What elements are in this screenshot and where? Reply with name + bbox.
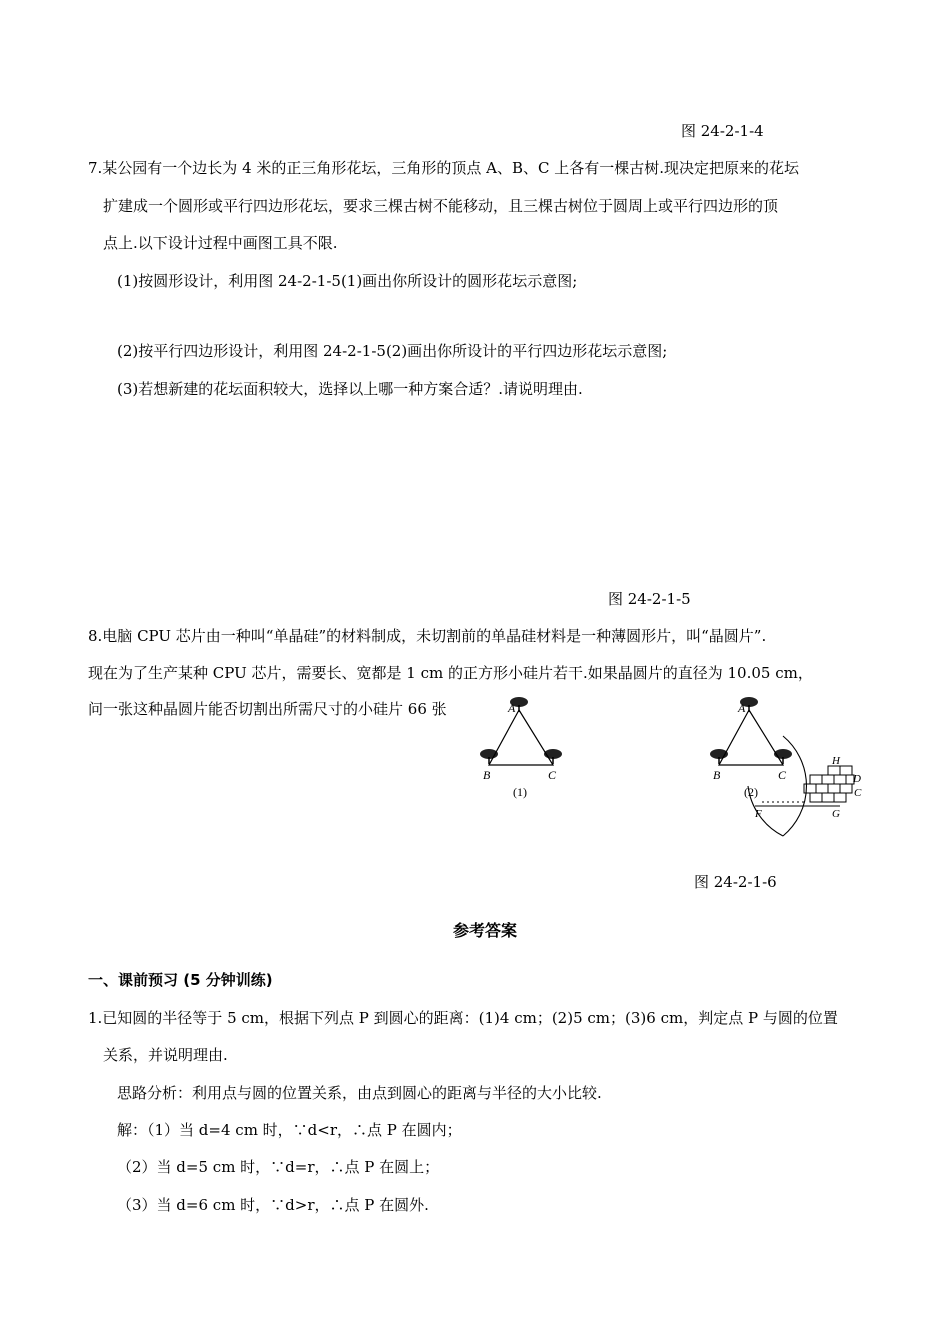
question-7-line-3: 点上.以下设计过程中画图工具不限.	[103, 234, 338, 252]
chip-grid	[804, 766, 854, 802]
figure-triangle-1	[470, 688, 580, 803]
question-8-line-3: 问一张这种晶圆片能否切割出所需尺寸的小硅片 66 张	[88, 700, 447, 718]
answer-analysis: 思路分析：利用点与圆的位置关系，由点到圆心的距离与半径的大小比较.	[117, 1084, 602, 1102]
tree-icon	[480, 749, 498, 764]
vertex-label-b: B	[483, 768, 491, 782]
question-8-line-1: 8.电脑 CPU 芯片由一种叫“单晶硅”的材料制成，未切割前的单晶硅材料是一种薄圆形片，叫“晶圆片”.	[88, 627, 767, 645]
subfigure-label-2: (2)	[744, 785, 758, 799]
figure-caption-24-2-1-6: 图 24-2-1-6	[694, 873, 777, 891]
point-label-g: G	[832, 808, 840, 820]
point-label-h: H	[832, 755, 840, 767]
figure-caption-24-2-1-4: 图 24-2-1-4	[681, 122, 764, 140]
question-7-part-1: (1)按圆形设计，利用图 24-2-1-5(1)画出你所设计的圆形花坛示意图;	[117, 272, 578, 290]
question-7-part-3: (3)若想新建的花坛面积较大，选择以上哪一种方案合适？.请说明理由.	[117, 380, 583, 398]
solution-step-1: 解：（1）当 d=4 cm 时，∵d<r，∴点 P 在圆内；	[117, 1121, 462, 1139]
point-label-d: D	[853, 773, 861, 785]
question-7-line-1: 7.某公园有一个边长为 4 米的正三角形花坛，三角形的顶点 A、B、C 上各有一棵古树.现决定把原来的花坛	[88, 159, 800, 177]
question-7-part-2: (2)按平行四边形设计，利用图 24-2-1-5(2)画出你所设计的平行四边形花坛示意图;	[117, 342, 668, 360]
tree-icon	[774, 749, 792, 764]
question-8-line-2: 现在为了生产某种 CPU 芯片，需要长、宽都是 1 cm 的正方形小硅片若干.如果晶圆片的直径为 10.05 cm，	[88, 664, 813, 682]
figure-triangle-wafer-2	[700, 688, 875, 848]
answer-q1-line-2: 关系，并说明理由.	[103, 1046, 228, 1064]
vertex-label-b: B	[713, 768, 721, 782]
point-label-c2: C	[854, 787, 862, 799]
section-heading: 一、课前预习 (5 分钟训练)	[88, 971, 273, 989]
answer-q1-line-1: 1.已知圆的半径等于 5 cm，根据下列点 P 到圆心的距离：(1)4 cm；(2)5 cm；(3)6 cm，判定点 P 与圆的位置	[88, 1009, 838, 1027]
figure-caption-24-2-1-5: 图 24-2-1-5	[608, 590, 691, 608]
vertex-label-a: A	[508, 701, 516, 715]
answers-heading: 参考答案	[453, 921, 518, 940]
solution-step-2: （2）当 d=5 cm 时，∵d=r，∴点 P 在圆上；	[117, 1158, 440, 1176]
tree-icon	[710, 749, 728, 764]
vertex-label-a: A	[738, 701, 746, 715]
tree-icon	[544, 749, 562, 764]
triangle-abc	[719, 710, 783, 765]
triangle-abc	[489, 710, 553, 765]
question-7-line-2: 扩建成一个圆形或平行四边形花坛，要求三棵古树不能移动，且三棵古树位于圆周上或平行四边形的顶	[103, 197, 779, 215]
solution-step-3: （3）当 d=6 cm 时，∵d>r，∴点 P 在圆外.	[117, 1196, 429, 1214]
point-label-f: F	[755, 808, 762, 820]
vertex-label-c: C	[548, 768, 557, 782]
subfigure-label-1: (1)	[513, 785, 527, 799]
vertex-label-c: C	[778, 768, 787, 782]
